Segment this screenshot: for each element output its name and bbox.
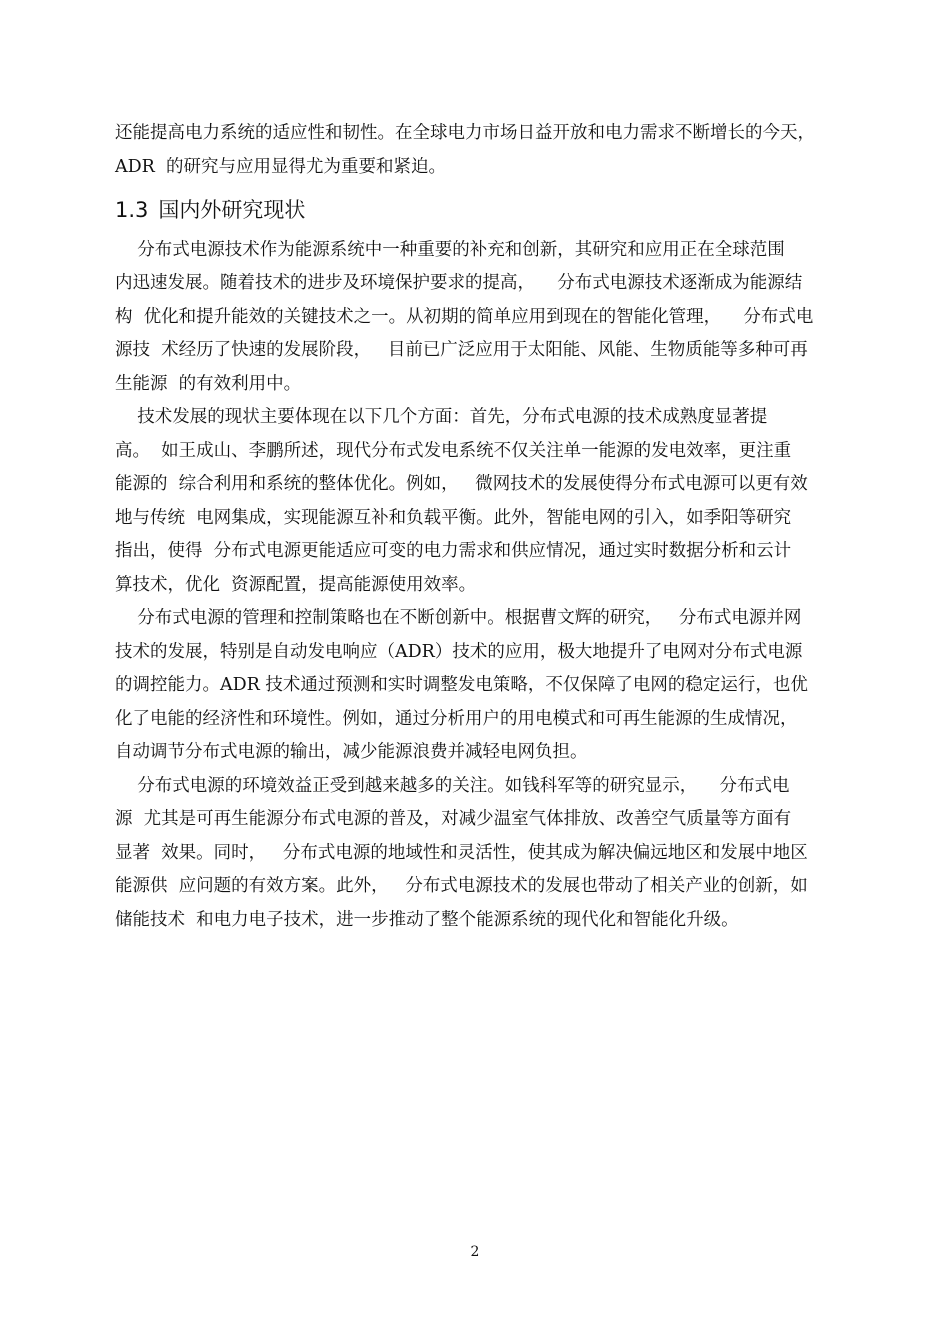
body-text-line: 源 尤其是可再生能源分布式电源的普及，对减少温室气体排放、改善空气质量等方面有 <box>115 809 792 829</box>
body-text-line: 高。 如王成山、李鹏所述，现代分布式发电系统不仅关注单一能源的发电效率，更注重 <box>115 441 792 461</box>
body-text-line: 分布式电源的管理和控制策略也在不断创新中。根据曹文辉的研究， 分布式电源并网 <box>115 608 802 628</box>
body-text-line: 分布式电源技术作为能源系统中一种重要的补充和创新，其研究和应用正在全球范围 <box>115 240 785 260</box>
body-text-line: 化了电能的经济性和环境性。例如，通过分析用户的用电模式和可再生能源的生成情况， <box>115 709 798 729</box>
body-text-line: 地与传统 电网集成，实现能源互补和负载平衡。此外，智能电网的引入，如季阳等研究 <box>115 508 792 528</box>
page-number: 2 <box>470 1244 480 1260</box>
body-text-line: 能源的 综合利用和系统的整体优化。例如， 微网技术的发展使得分布式电源可以更有效 <box>115 474 808 494</box>
body-text-line: 生能源 的有效利用中。 <box>115 374 302 394</box>
body-text-line: 源技 术经历了快速的发展阶段， 目前已广泛应用于太阳能、风能、生物质能等多种可再 <box>115 340 808 360</box>
body-text-line: 构 优化和提升能效的关键技术之一。从初期的简单应用到现在的智能化管理， 分布式电 <box>115 307 814 327</box>
body-text-line: 的调控能力。ADR 技术通过预测和实时调整发电策略，不仅保障了电网的稳定运行，也优 <box>115 675 808 695</box>
body-text-line: 自动调节分布式电源的输出，减少能源浪费并减轻电网负担。 <box>115 742 588 762</box>
section-heading <box>115 196 305 224</box>
body-text-line: 内迅速发展。随着技术的进步及环境保护要求的提高， 分布式电源技术逐渐成为能源结 <box>115 273 803 293</box>
body-text-line: 算技术，优化 资源配置，提高能源使用效率。 <box>115 575 477 595</box>
body-text-line: 分布式电源的环境效益正受到越来越多的关注。如钱科军等的研究显示， 分布式电 <box>115 776 790 796</box>
body-text-line: 显著 效果。同时， 分布式电源的地域性和灵活性，使其成为解决偏远地区和发展中地区 <box>115 843 808 863</box>
body-text-line: 指出，使得 分布式电源更能适应可变的电力需求和供应情况，通过实时数据分析和云计 <box>115 541 792 561</box>
body-text-line: 还能提高电力系统的适应性和韧性。在全球电力市场日益开放和电力需求不断增长的今天， <box>115 123 815 143</box>
section-title: 国内外研究现状 <box>158 198 306 222</box>
body-text-line: 技术的发展，特别是自动发电响应（ADR）技术的应用，极大地提升了电网对分布式电源 <box>115 642 803 662</box>
body-text-line: 储能技术 和电力电子技术，进一步推动了整个能源系统的现代化和智能化升级。 <box>115 910 739 930</box>
body-text-line: 技术发展的现状主要体现在以下几个方面：首先，分布式电源的技术成熟度显著提 <box>115 407 768 427</box>
body-text-line: ADR 的研究与应用显得尤为重要和紧迫。 <box>115 157 446 177</box>
body-text-line: 能源供 应问题的有效方案。此外， 分布式电源技术的发展也带动了相关产业的创新，如 <box>115 876 808 896</box>
section-number: 1.3 <box>115 198 149 222</box>
